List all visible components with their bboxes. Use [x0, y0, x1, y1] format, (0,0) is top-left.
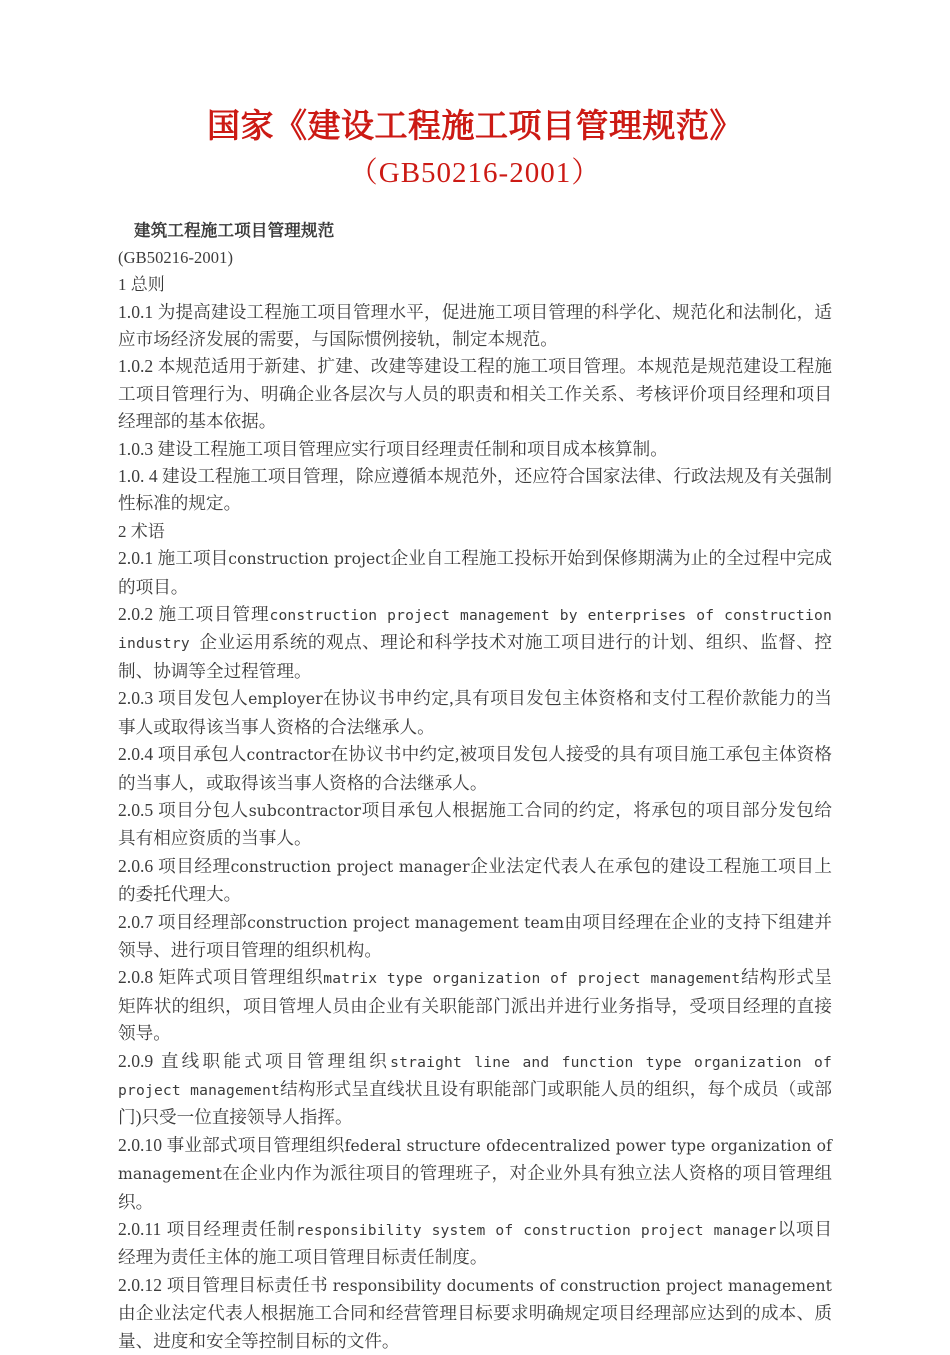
clause-2-0-3-prefix: 2.0.3 项目发包人 [118, 688, 249, 709]
clause-2-0-2-prefix: 2.0.2 施工项目管理 [118, 604, 270, 625]
clause-2-0-8-prefix: 2.0.8 矩阵式项目管理组织 [118, 967, 324, 988]
clause-2-0-1-suffix: 企业自工程施工投标开始到保修期满为止的全过程中完成的项目。 [118, 548, 832, 597]
clause-2-0-6-term-en: construction project manager [230, 857, 470, 876]
clause-2-0-10-term-en: federal structure ofdecentralized power type organization of management [118, 1136, 832, 1184]
clause-2-0-6-suffix: 企业法定代表人在承包的建设工程施工项目上的委托代理大。 [118, 855, 832, 905]
clause-2-0-12-term-en: responsibility documents of construction project management [332, 1276, 832, 1295]
clause-2-0-3-suffix: 在协议书申约定,具有项目发包主体资格和支付工程价款能力的当事人或取得该当事人资格的合法继承人。 [118, 688, 833, 737]
clause-2-0-11-prefix: 2.0.11 项目经理责任制 [118, 1219, 296, 1239]
clause-2-0-9-suffix: 结构形式呈直线状且设有职能部门或职能人员的组织，每个成员（或部门)只受一位直接领导人指挥。 [118, 1078, 832, 1128]
document-body [0, 194, 950, 1355]
clause-2-0-9 [118, 1048, 832, 1132]
clause-2-0-2-term-en: construction project management by enterprises of construction industry [118, 607, 832, 653]
clause-2-0-4 [118, 741, 832, 797]
clause-2-0-7-prefix: 2.0.7 项目经理部 [118, 911, 248, 932]
clause-1-0-1: 1.0.1 为提高建设工程施工项目管理水平，促进施工项目管理的科学化、规范化和法制化，适应市场经济发展的需要，与国际惯例接轨，制定本规范。 [118, 301, 832, 349]
clause-2-0-5-term-en: subcontractor [248, 801, 362, 820]
clause-2-0-8-term-en: matrix type organization of project management [323, 970, 741, 988]
clause-2-0-11 [118, 1216, 832, 1272]
clause-2-0-4-suffix: 在协议书中约定,被项目发包人接受的具有项目施工承包主体资格的当事人，或取得该当事人资格的合法继承人。 [118, 744, 832, 793]
clause-1-0-3: 1.0.3 建设工程施工项目管理应实行项目经理责任制和项目成本核算制。 [118, 438, 668, 459]
clause-2-0-5-suffix: 项目承包人根据施工合同的约定，将承包的项目部分发包给具有相应资质的当事人。 [118, 799, 832, 849]
standard-code: (GB50216-2001) [118, 248, 234, 267]
clause-2-0-12 [118, 1272, 832, 1355]
clause-2-0-2 [118, 601, 832, 685]
clause-2-0-11-suffix: 以项目经理为责任主体的施工项目管理目标责任制度。 [118, 1219, 832, 1268]
clause-2-0-5-prefix: 2.0.5 项目分包人 [118, 799, 249, 820]
clause-2-0-10 [118, 1132, 832, 1216]
clause-1-0-4: 1.0. 4 建设工程施工项目管理，除应遵循本规范外，还应符合国家法律、行政法规及有关强制性标准的规定。 [118, 465, 832, 514]
clause-2-0-1-term-en: construction project [228, 550, 391, 569]
clause-2-0-2-suffix: 企业运用系统的观点、理论和科学技术对施工项目进行的计划、组织、监督、控制、协调等全过程管理。 [118, 632, 832, 681]
clause-2-0-9-prefix: 2.0.9 直线职能式项目管理组织 [118, 1050, 391, 1071]
document-heading: 建筑工程施工项目管理规范 [134, 221, 335, 240]
clause-2-0-12-suffix: 由企业法定代表人根据施工合同和经营管理目标要求明确规定项目经理部应达到的成本、质量、进度和安全等控制目标的文件。 [118, 1303, 832, 1351]
clause-2-0-3 [118, 685, 832, 741]
clause-2-0-12-prefix: 2.0.12 项目管理目标责任书 [118, 1274, 333, 1295]
clause-2-0-7 [118, 909, 832, 965]
clause-2-0-7-term-en: construction project management team [247, 913, 565, 932]
clause-2-0-8 [118, 964, 832, 1047]
clause-2-0-6 [118, 853, 832, 909]
document-title-block [0, 0, 950, 194]
clause-2-0-11-term-en: responsibility system of construction project manager [295, 1222, 777, 1239]
clause-2-0-10-suffix: 在企业内作为派往项目的管理班子，对企业外具有独立法人资格的项目管理组织。 [118, 1163, 832, 1212]
clause-2-0-1 [118, 545, 832, 601]
page-subtitle: （GB50216-2001） [348, 157, 602, 189]
clause-2-0-3-term-en: employer [248, 690, 323, 709]
chapter-heading-1: 1 总则 [118, 275, 165, 294]
clause-2-0-4-prefix: 2.0.4 项目承包人 [118, 744, 247, 765]
page-title: 国家《建设工程施工项目管理规范》 [207, 109, 743, 145]
chapter-heading-2: 2 术语 [118, 521, 165, 541]
clause-2-0-4-term-en: contractor [246, 746, 331, 765]
clause-1-0-2: 1.0.2 本规范适用于新建、扩建、改建等建设工程的施工项目管理。本规范是规范建设工程施工项目管理行为、明确企业各层次与人员的职责和相关工作关系、考核评价项目经理和项目经理部的基本依据。 [118, 356, 832, 432]
clause-2-0-8-suffix: 结构形式呈矩阵状的组织，项目管埋人员由企业有关职能部门派出并进行业务指导，受项目经理的直接领导。 [118, 967, 832, 1044]
clause-2-0-9-term-en: straight line and function type organization of project management [118, 1053, 832, 1099]
clause-2-0-6-prefix: 2.0.6 项目经理 [118, 855, 231, 876]
clause-2-0-7-suffix: 由项目经理在企业的支持下组建并领导、进行项目管理的组织机构。 [118, 911, 832, 960]
clause-2-0-5 [118, 797, 832, 853]
clause-2-0-1-prefix: 2.0.1 施工项目 [118, 548, 229, 569]
clause-2-0-10-prefix: 2.0.10 事业部式项目管理组织 [118, 1134, 345, 1155]
